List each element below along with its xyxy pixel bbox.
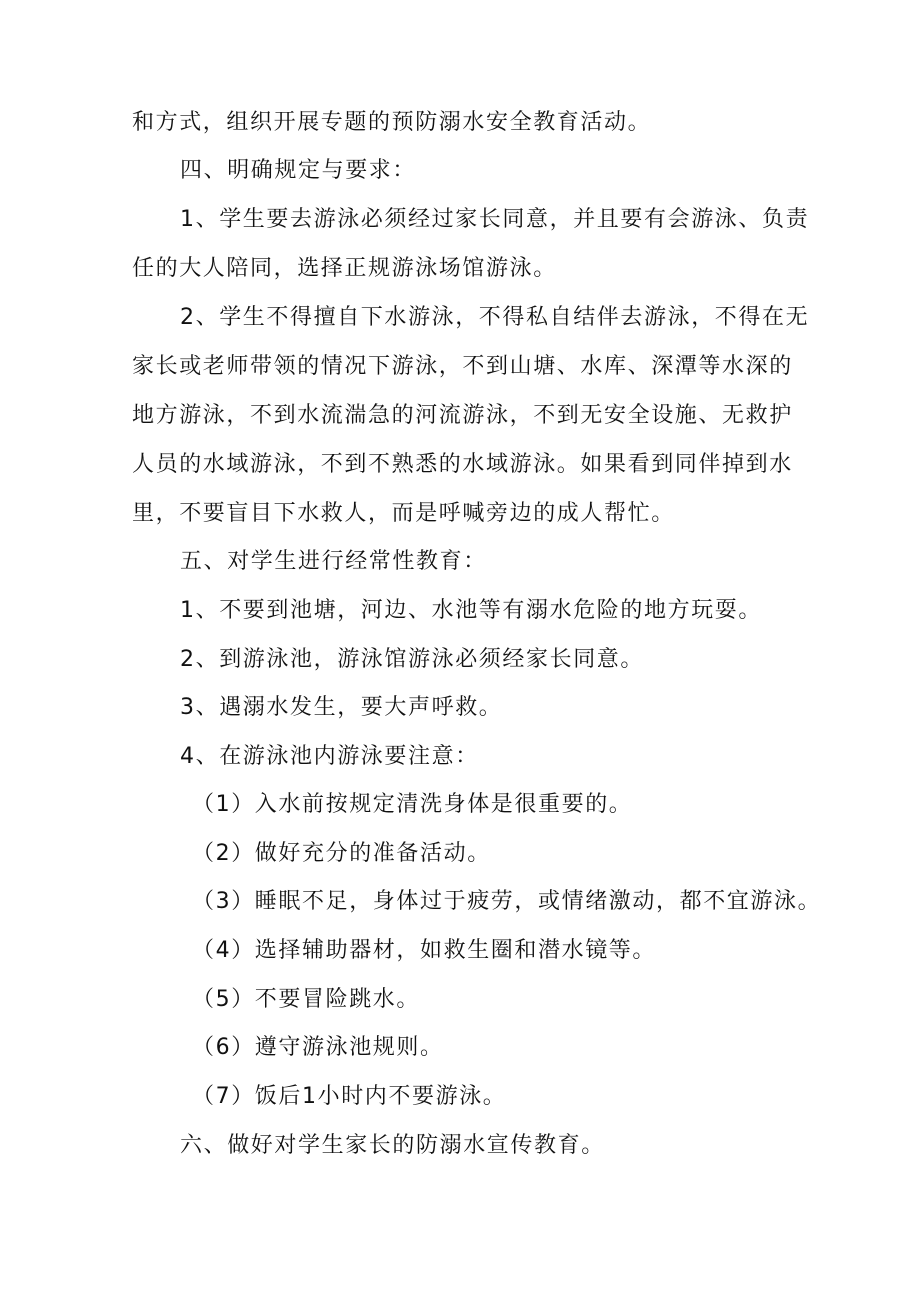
body-line: 和方式，组织开展专题的预防溺水安全教育活动。 (132, 110, 652, 135)
sub-list-item: （1）入水前按规定清洗身体是很重要的。 (192, 792, 633, 817)
sub-list-item: （7）饭后1小时内不要游泳。 (192, 1084, 507, 1109)
body-line: 里，不要盲目下水救人，而是呼喊旁边的成人帮忙。 (132, 501, 675, 526)
body-line: 地方游泳，不到水流湍急的河流游泳，不到无安全设施、无救护 (132, 403, 793, 428)
body-line: 1、学生要去游泳必须经过家长同意，并且要有会游泳、负责 (180, 207, 810, 232)
sub-list-item: （3）睡眠不足，身体过于疲劳，或情绪激动，都不宜游泳。 (192, 889, 822, 914)
body-line: 人员的水域游泳，不到不熟悉的水域游泳。如果看到同伴掉到水 (132, 452, 793, 477)
sub-list-item: （4）选择辅助器材，如救生圈和潜水镜等。 (192, 938, 656, 963)
list-item: 3、遇溺水发生，要大声呼救。 (180, 695, 503, 720)
sub-list-item: （6）遵守游泳池规则。 (192, 1035, 444, 1060)
section-heading: 六、做好对学生家长的防溺水宣传教育。 (180, 1133, 605, 1158)
list-item: 4、在游泳池内游泳要注意： (180, 744, 479, 769)
body-line: 2、学生不得擅自下水游泳，不得私自结伴去游泳，不得在无 (180, 305, 810, 330)
sub-list-item: （2）做好充分的准备活动。 (192, 841, 491, 866)
body-line: 家长或老师带领的情况下游泳，不到山塘、水库、深潭等水深的 (132, 354, 793, 379)
body-line: 任的大人陪同，选择正规游泳场馆游泳。 (132, 256, 557, 281)
section-heading: 四、明确规定与要求： (180, 158, 417, 183)
list-item: 1、不要到池塘，河边、水池等有溺水危险的地方玩耍。 (180, 598, 762, 623)
section-heading: 五、对学生进行经常性教育： (180, 549, 487, 574)
list-item: 2、到游泳池，游泳馆游泳必须经家长同意。 (180, 647, 644, 672)
sub-list-item: （5）不要冒险跳水。 (192, 987, 420, 1012)
